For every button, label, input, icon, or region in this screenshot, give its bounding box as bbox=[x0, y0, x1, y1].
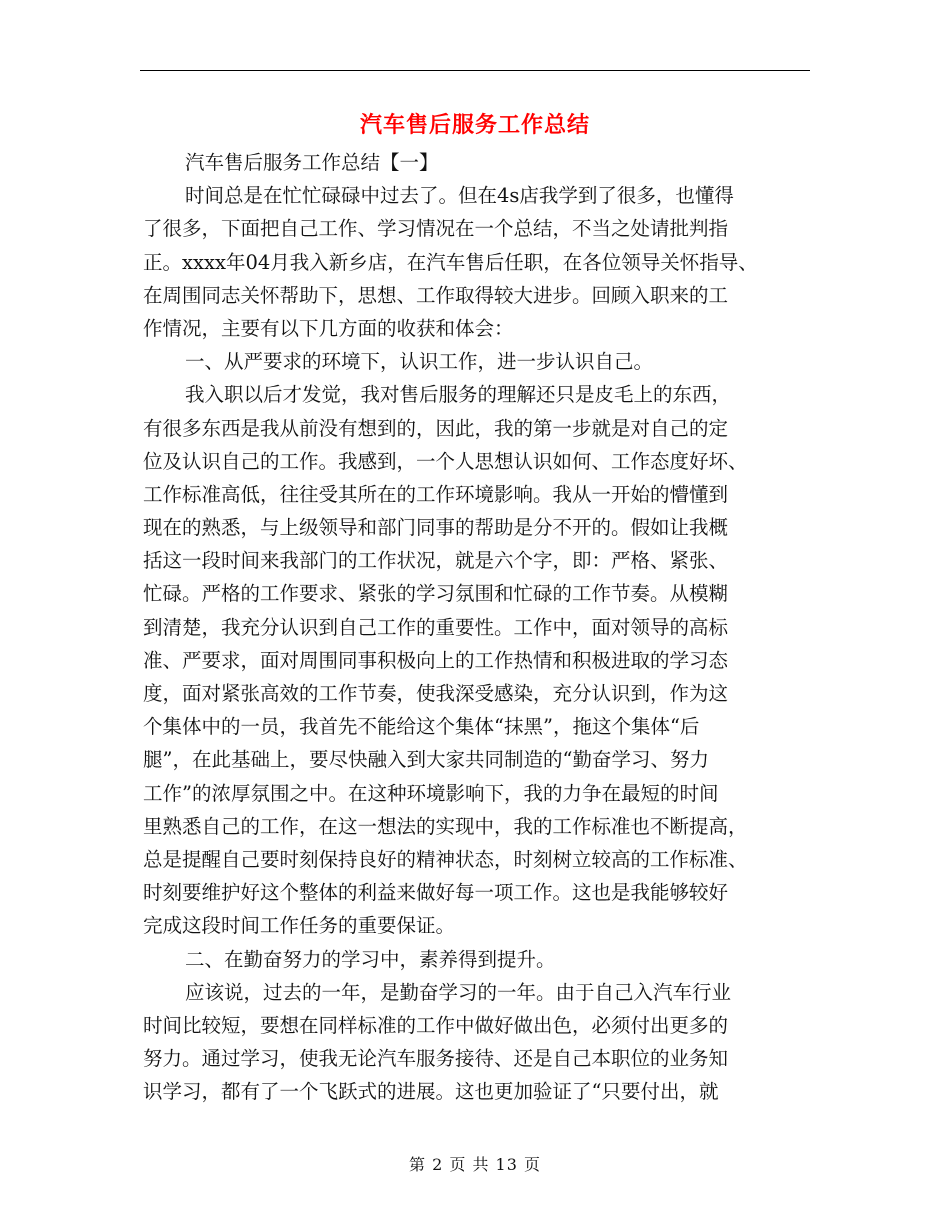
text-line: 度，面对紧张高效的工作节奏，使我深受感染，充分认识到，作为这 bbox=[143, 682, 729, 705]
text-line: 正。xxxx年04月我入新乡店，在汽车售后任职，在各位领导关怀指导、 bbox=[143, 250, 758, 274]
text-line: 二、在勤奋努力的学习中，素养得到提升。 bbox=[185, 947, 556, 971]
text-line: 忙碌。严格的工作要求、紧张的学习氛围和忙碌的工作节奏。从模糊 bbox=[143, 582, 729, 606]
text-line: 在周围同志关怀帮助下，思想、工作取得较大进步。回顾入职来的工 bbox=[143, 283, 729, 307]
text-line: 时刻要维护好这个整体的利益来做好每一项工作。这也是我能够较好 bbox=[143, 881, 729, 905]
text-line: 有很多东西是我从前没有想到的，因此，我的第一步就是对自己的定 bbox=[143, 416, 729, 440]
text-line: 位及认识自己的工作。我感到，一个人思想认识如何、工作态度好坏、 bbox=[143, 449, 748, 473]
text-line: 个集体中的一员，我首先不能给这个集体“抹黑”，拖这个集体“后 bbox=[143, 715, 700, 739]
text-line: 里熟悉自己的工作，在这一想法的实现中，我的工作标准也不断提高， bbox=[143, 814, 748, 838]
text-line: 作情况，主要有以下几方面的收获和体会： bbox=[143, 316, 514, 340]
text-line: 工作”的浓厚氛围之中。在这种环境影响下，我的力争在最短的时间 bbox=[143, 781, 719, 805]
document-title: 汽车售后服务工作总结 bbox=[359, 113, 590, 138]
text-line: 完成这段时间工作任务的重要保证。 bbox=[143, 914, 456, 938]
text-line: 时间比较短，要想在同样标准的工作中做好做出色，必须付出更多的 bbox=[143, 1013, 729, 1037]
text-line: 括这一段时间来我部门的工作状况，就是六个字，即：严格、紧张、 bbox=[143, 549, 729, 573]
text-line: 努力。通过学习，使我无论汽车服务接待、还是自己本职位的业务知 bbox=[143, 1047, 729, 1071]
header-rule bbox=[140, 70, 810, 71]
text-line: 总是提醒自己要时刻保持良好的精神状态，时刻树立较高的工作标准、 bbox=[143, 847, 748, 871]
text-line: 准、严要求，面对周围同事积极向上的工作热情和积极进取的学习态 bbox=[143, 648, 729, 672]
text-line: 现在的熟悉，与上级领导和部门同事的帮助是分不开的。假如让我概 bbox=[143, 516, 729, 540]
text-line: 一、从严要求的环境下，认识工作，进一步认识自己。 bbox=[185, 350, 654, 374]
text-line: 腿”，在此基础上，要尽快融入到大家共同制造的“勤奋学习、努力 bbox=[143, 748, 709, 772]
text-line: 到清楚，我充分认识到自己工作的重要性。工作中，面对领导的高标 bbox=[143, 615, 729, 639]
text-line: 了很多，下面把自己工作、学习情况在一个总结，不当之处请批判指 bbox=[143, 217, 729, 241]
text-line: 应该说，过去的一年，是勤奋学习的一年。由于自己入汽车行业 bbox=[185, 980, 732, 1004]
text-line: 我入职以后才发觉，我对售后服务的理解还只是皮毛上的东西， bbox=[185, 383, 732, 407]
text-line: 工作标准高低，往往受其所在的工作环境影响。我从一开始的懵懂到 bbox=[143, 482, 729, 506]
document-body bbox=[143, 146, 807, 1108]
text-line: 汽车售后服务工作总结【一】 bbox=[185, 151, 439, 174]
text-line: 时间总是在忙忙碌碌中过去了。但在4s店我学到了很多，也懂得 bbox=[185, 184, 734, 208]
text-line: 识学习，都有了一个飞跃式的进展。这也更加验证了“只要付出，就 bbox=[143, 1080, 719, 1104]
page-footer: 第 2 页 共 13 页 bbox=[409, 1155, 541, 1174]
